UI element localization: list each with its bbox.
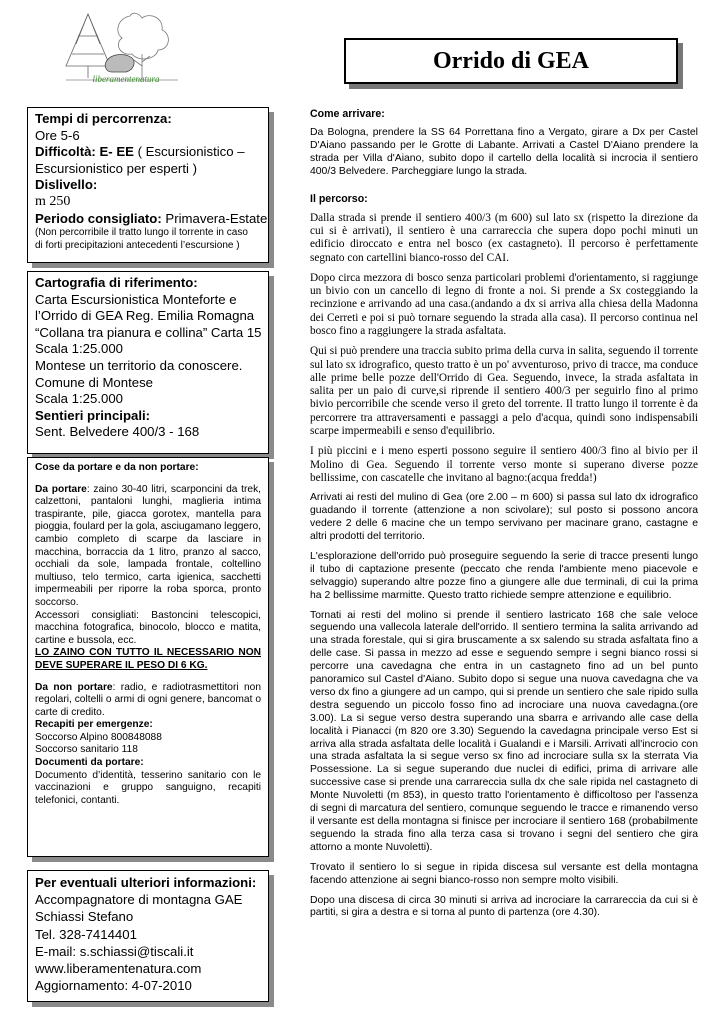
percorso-paragraph: Tornati ai resti del molino si prende il sentiero lastricato 168 che sale veloce seguendo una vallecola laterale dell'orrido. Il sentiero termina la salita arrivando ad una strada forestale, qui si gira bruscamente a sx salendo su strada asfaltata fino a delle case. Si passa in mezzo ad esse e seguendo sempre i segni bianco rossi si percorre una cavedagna che entra in un castagneto fino ad un bel punto panoramico sul Castel d'Aiano. Subito dopo si segue una nuova cavedagna che va verso dx fino a giungere ad un campo, qui si prende un sentiero che sale ripido sulla destra seguendo un piccolo fosso fino ad incrociare una nuova cavedagna.(ore 3.00). La si segue verso destra superando una sbarra e arrivando alle case della località i Pianacci (m 820 ore 3.30) Seguendo la cavedagna principale verso Est si arriva alla strada asfaltata delle località i Gualandi e i Marsili. Arrivati all'incrocio con una strada asfaltata la si segue verso sx fino ad incrociare sulla sx la sterrata Via Possessione. La si segue superando due nuclei di edifici, prima di arrivare alle successive case si prende una carrareccia sulla dx che sale ripida nel castagneto di Monte Nuvoletti (m 853), in questo tratto l'orientamento è difficoltoso per l'assenza di segni di marcatura del sentiero, comunque seguendo le tracce e rimanendo verso il versante est della montagna si finisce per incrociare il sentiero 168 (probabilmente seguendo la strada fino alla terza casa si trovano i segni del sentiero che gira attorno a monte Nuvoletti). [310,609,698,853]
da-portare-text: : zaino 30-40 litri, scarponcini da trek, calzettoni, pantaloni lunghi, maglieria intima traspirante, pile, giacca gorotex, mantella para pioggia, foulard per la gola, asciugamano leggero, cambio completo di scarpe da lasciare in macchina, borraccia da 1 litro, pranzo al sacco, occhiali da sole, lampada frontale, coltellino multiuso, telo termico, carta igienica, sacchetti impermeabili per riporre la roba sporca, pronto soccorso. [35,483,261,608]
sentieri-label: Sentieri principali: [35,407,151,423]
periodo-value: Primavera-Estate [161,210,268,226]
contatti-update: Aggiornamento: 4-07-2010 [35,978,192,994]
da-non-portare-label: Da non portare [35,681,113,693]
page-title: Orrido di GEA [432,47,589,74]
tempi-label: Tempi di percorrenza: [35,111,172,126]
contatti-line: Schiassi Stefano [35,909,134,925]
cartografia-line: Carta Escursionistica Monteforte e [35,291,237,307]
percorso-paragraph: Qui si può prendere una traccia subito prima della curva in salita, seguendo il torrente sul lato sx idrografico, questo tratto è un po' avventuroso, privo di tracce, ma conduce alle prime belle pozze dell'Orrido di Gea. Seguendo, invece, la strada asfaltata in salita per un paio di curve,si riprende il sentiero 400/3 per seguirlo fino al primo bivio percorribile che scende verso il greto del torrente. Il tratto lungo il torrente è da percorrere tra attraversamenti e passaggi a pelo d'acqua, quindi sono indispensabili scarpe impermeabili e senso d'equilibrio. [310,345,698,438]
cartografia-line: Scala 1:25.000 [35,341,123,357]
tempi-value: Ore 5-6 [35,127,80,143]
cose-title-text: Cose da portare e da non portare: [35,462,199,473]
periodo-label: Periodo consigliato: [35,210,162,226]
info-box-cartografia [27,271,269,454]
documenti-label-text: Documenti da portare: [35,757,144,769]
sentieri-value: Sent. Belvedere 400/3 - 168 [35,424,200,440]
percorso-paragraph: Trovato il sentiero lo si segue in ripida discesa sul versante est della montagna facendo attenzione ai segni bianco-rosso non sempre molto visibili. [310,861,698,886]
percorso-paragraph: I più piccini e i meno esperti possono seguire il sentiero 400/3 fino al bivio per il Molino di Gea. Seguendo il torrente verso monte si superano diverse pozze bellissime, con cascatelle che invitano al bagno:(acqua fredda!) [310,445,698,484]
percorso-paragraph: Dopo circa mezzora di bosco senza particolari problemi d'orientamento, si raggiunge un bivio con un cancello di legno di fronte a noi. Si prende a Sx costeggiando la recinzione e arrivando ad una casa.(andando a dx si arriva alla chiesa della Madonna dei Cerreti e poi si può tornare seguendo la strada alla casa). Il percorso continua nel bosco fino a raggiungere la strada asfaltata. [310,271,698,337]
difficolta-value: ( Escursionistico – [133,144,245,160]
contatti-phone: Tel. 328-7414401 [35,926,137,942]
accessori-text: Accessori consigliati: Bastoncini telescopici, macchina fotografica, binocolo, blocco e matita, cartine e bussola, ecc. [35,609,261,646]
periodo-line [35,210,268,228]
weight-warning-text: LO ZAINO CON TUTTO IL NECESSARIO NON DEVE SUPERARE IL PESO DI 6 KG. [35,647,261,671]
contatti-line: Accompagnatore di montagna GAE [35,892,243,908]
cartografia-label: Cartografia di riferimento: [35,275,198,290]
contatti-website: www.liberamentenatura.com [35,961,202,977]
dislivello-value: m 250 [35,193,71,209]
logo-text: liberamentenatura [92,74,160,84]
difficolta-line [35,144,261,161]
cartografia-line: Scala 1:25.000 [35,391,123,407]
animal-icon [105,55,134,72]
recapito-alpino: Soccorso Alpino 800848088 [35,731,162,743]
info-box-cose-da-portare [27,457,269,857]
percorso-paragraph: Arrivati ai resti del mulino di Gea (ore 2.00 – m 600) si passa sul lato dx idrografico guadando il torrente (attenzione a non scivolare); sul posto si possono ancora vedere 2 delle 6 macine che un tempo servivano per macinare grano, castagne e altri prodotti del territorio. [310,492,698,542]
percorso-paragraph: Dalla strada si prende il sentiero 400/3 (m 600) sul lato sx (rispetto la direzione da cui si è arrivati), il sentiero è una carrareccia che supera dopo pochi minuti un edificio diroccato e entra nel bosco (ex castagneto). Il percorso è perfettamente segnato con cartellini bianco-rosso del CAI. [310,211,698,264]
difficolta-value-2: Escursionistico per esperti ) [35,160,197,176]
periodo-note-1: (Non percorribile il tratto lungo il torrente in caso [35,227,248,239]
da-portare-paragraph [35,484,261,610]
info-box-tempi [27,107,269,263]
weight-warning [35,647,261,672]
periodo-note-2: di forti precipitazioni antecedenti l’escursione ) [35,239,240,251]
cartografia-line: Comune di Montese [35,374,154,390]
percorso-paragraph: L'esplorazione dell'orrido può proseguire seguendo la serie di tracce presenti lungo il tubo di captazione presente (peccato che renda l'ambiente meno piacevole e selvaggio) superando altre pozze fino a giungere alle due terminali, di cui la prima ha 2 bellissime marmitte. Questo tratto richiede sempre attenzione e equilibrio. [310,550,698,601]
documenti-label [35,757,261,770]
come-arrivare-label: Come arrivare: [310,108,385,120]
difficolta-label: Difficoltà: E- EE [35,144,134,160]
tree-icon [66,14,110,78]
recapito-sanitario: Soccorso sanitario 118 [35,744,138,756]
come-arrivare-text: Da Bologna, prendere la SS 64 Porrettana fino a Vergato, girare a Dx per Castel D'Aiano passando per le Grotte di Labante. Arrivati a Castel D'Aiano prendere la strada per Villa d'Aiano, subito dopo il cartello della località si incrocia il sentiero 400/3 Belvedere. Parcheggiare lungo la strada. [310,127,698,177]
cose-title [35,462,261,475]
percorso-paragraph: Dopo una discesa di circa 30 minuti si arriva ad incrociare la carrareccia da cui si è partiti, si gira a destra e si torna al punto di partenza (ore 4.30). [310,894,698,919]
percorso-label: Il percorso: [310,192,368,205]
da-non-portare-text: : radio, e radiotrasmettitori non regolari, coltelli o armi di ogni genere, bancomat o carte di credito. [35,681,261,718]
cartografia-line: l’Orrido di GEA Reg. Emilia Romagna [35,308,255,324]
documenti-text: Documento d’identità, tesserino sanitario con le vaccinazioni e gruppo sanguigno, recapiti telefonici, contanti. [35,769,261,806]
da-portare-label: Da portare [35,483,87,495]
cartografia-line: Montese un territorio da conoscere. [35,357,243,373]
recapiti-label [35,719,261,732]
contatti-title: Per eventuali ulteriori informazioni: [35,875,257,890]
recapiti-label-text: Recapiti per emergenze: [35,719,153,731]
cartografia-line: “Collana tra pianura e collina” Carta 15 [35,324,262,340]
contatti-email: E-mail: s.schiassi@tiscali.it [35,943,194,959]
da-non-portare-paragraph [35,682,261,720]
info-box-contatti [27,870,269,1002]
dislivello-label: Dislivello: [35,177,98,193]
main-content [310,108,698,927]
title-box [344,38,678,84]
